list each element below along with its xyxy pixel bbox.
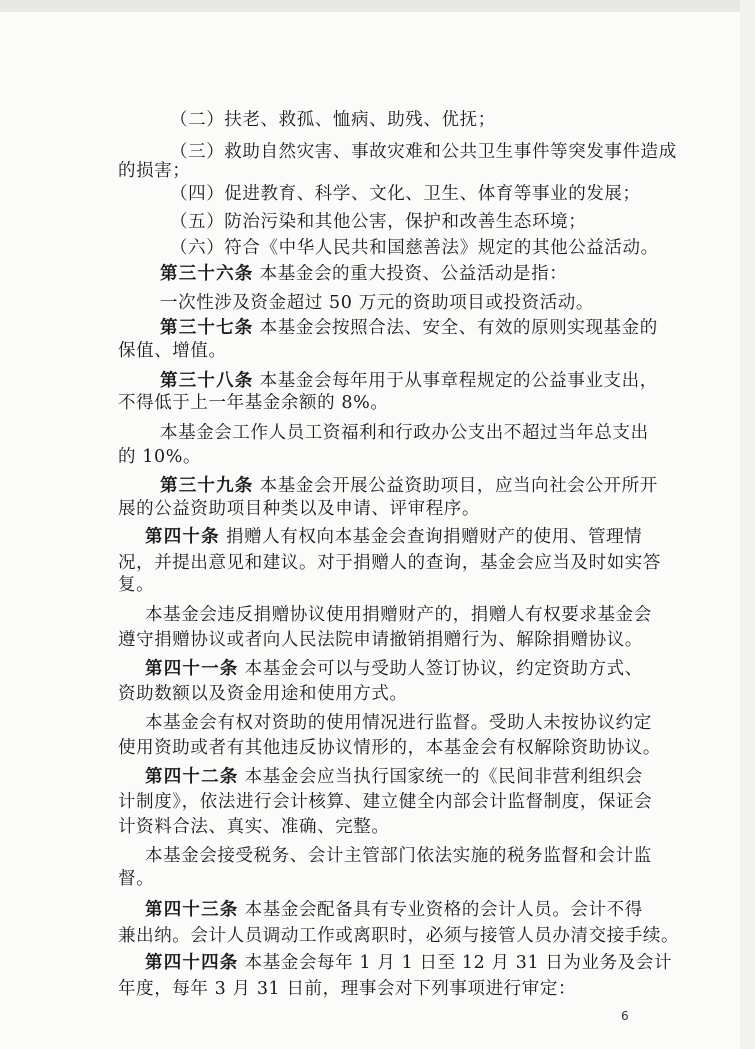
text-line: 本基金会工作人员工资福利和行政办公支出不超过当年总支出 bbox=[160, 423, 649, 443]
article-38-line: 第三十八条 本基金会每年用于从事章程规定的公益事业支出， bbox=[160, 371, 658, 391]
article-label: 第三十六条 bbox=[160, 264, 254, 284]
text-line: 不得低于上一年基金余额的 8%。 bbox=[118, 393, 389, 413]
text-line: 年度，每年 3 月 31 日前，理事会对下列事项进行审定： bbox=[118, 979, 577, 999]
text-line: 计资料合法、真实、准确、完整。 bbox=[118, 817, 390, 837]
text-line: 况，并提出意见和建议。对于捐赠人的查询，基金会应当及时如实答 bbox=[118, 553, 661, 573]
article-label: 第四十一条 bbox=[145, 659, 239, 679]
text-line: 本基金会有权对资助的使用情况进行监督。受助人未按协议约定 bbox=[145, 713, 652, 733]
text-line: 保值、增值。 bbox=[118, 341, 227, 361]
article-44-line: 第四十四条 本基金会每年 1 月 1 日至 12 月 31 日为业务及会计 bbox=[145, 953, 673, 973]
text-line: （五）防治污染和其他公害，保护和改善生态环境； bbox=[170, 212, 587, 232]
text-line: 展的公益资助项目种类以及申请、评审程序。 bbox=[118, 499, 480, 519]
article-43-line: 第四十三条 本基金会配备具有专业资格的会计人员。会计不得 bbox=[145, 900, 643, 920]
page-number: 6 bbox=[621, 1009, 629, 1023]
text-line: 的 10%。 bbox=[118, 447, 202, 467]
text-line: （四）促进教育、科学、文化、卫生、体育等事业的发展； bbox=[170, 184, 641, 204]
text-line: 督。 bbox=[118, 869, 155, 889]
text-line: 复。 bbox=[118, 575, 155, 595]
article-39-line: 第三十九条 本基金会开展公益资助项目，应当向社会公开所开 bbox=[160, 476, 658, 496]
article-label: 第四十条 bbox=[145, 527, 220, 547]
article-37-line: 第三十七条 本基金会按照合法、安全、有效的原则实现基金的 bbox=[160, 318, 658, 338]
article-label: 第四十三条 bbox=[145, 900, 239, 920]
article-label: 第四十二条 bbox=[145, 767, 239, 787]
text-line: 计制度》，依法进行会计核算、建立健全内部会计监督制度，保证会 bbox=[118, 792, 653, 812]
text-line: （三）救助自然灾害、事故灾难和公共卫生事件等突发事件造成 bbox=[170, 142, 677, 162]
scan-right-edge bbox=[740, 0, 755, 1049]
text-line: 资助数额以及资金用途和使用方式。 bbox=[118, 684, 408, 704]
article-label: 第三十九条 bbox=[160, 476, 254, 496]
text-line: 使用资助或者有其他违反协议情形的，本基金会有权解除资助协议。 bbox=[118, 738, 661, 758]
scan-top-edge bbox=[0, 0, 755, 12]
text-line: 一次性涉及资金超过 50 万元的资助项目或投资活动。 bbox=[160, 293, 594, 313]
text-line: 兼出纳。会计人员调动工作或离职时，必须与接管人员办清交接手续。 bbox=[118, 926, 680, 946]
article-42-line: 第四十二条 本基金会应当执行国家统一的《民间非营利组织会 bbox=[145, 767, 643, 787]
article-36-line: 第三十六条 本基金会的重大投资、公益活动是指： bbox=[160, 264, 568, 284]
article-41-line: 第四十一条 本基金会可以与受助人签订协议，约定资助方式、 bbox=[145, 659, 643, 679]
article-label: 第三十七条 bbox=[160, 318, 254, 338]
article-label: 第四十四条 bbox=[145, 953, 239, 973]
article-40-line: 第四十条 捐赠人有权向本基金会查询捐赠财产的使用、管理情 bbox=[145, 527, 643, 547]
text-line: （二）扶老、救孤、恤病、助残、优抚； bbox=[170, 110, 496, 130]
text-line: 本基金会接受税务、会计主管部门依法实施的税务监督和会计监 bbox=[145, 846, 652, 866]
article-label: 第三十八条 bbox=[160, 371, 254, 391]
text-line: 本基金会违反捐赠协议使用捐赠财产的，捐赠人有权要求基金会 bbox=[145, 605, 652, 625]
text-line: 的损害； bbox=[118, 161, 191, 181]
text-line: （六）符合《中华人民共和国慈善法》规定的其他公益活动。 bbox=[170, 238, 659, 258]
text-line: 遵守捐赠协议或者向人民法院申请撤销捐赠行为、解除捐赠协议。 bbox=[118, 630, 643, 650]
